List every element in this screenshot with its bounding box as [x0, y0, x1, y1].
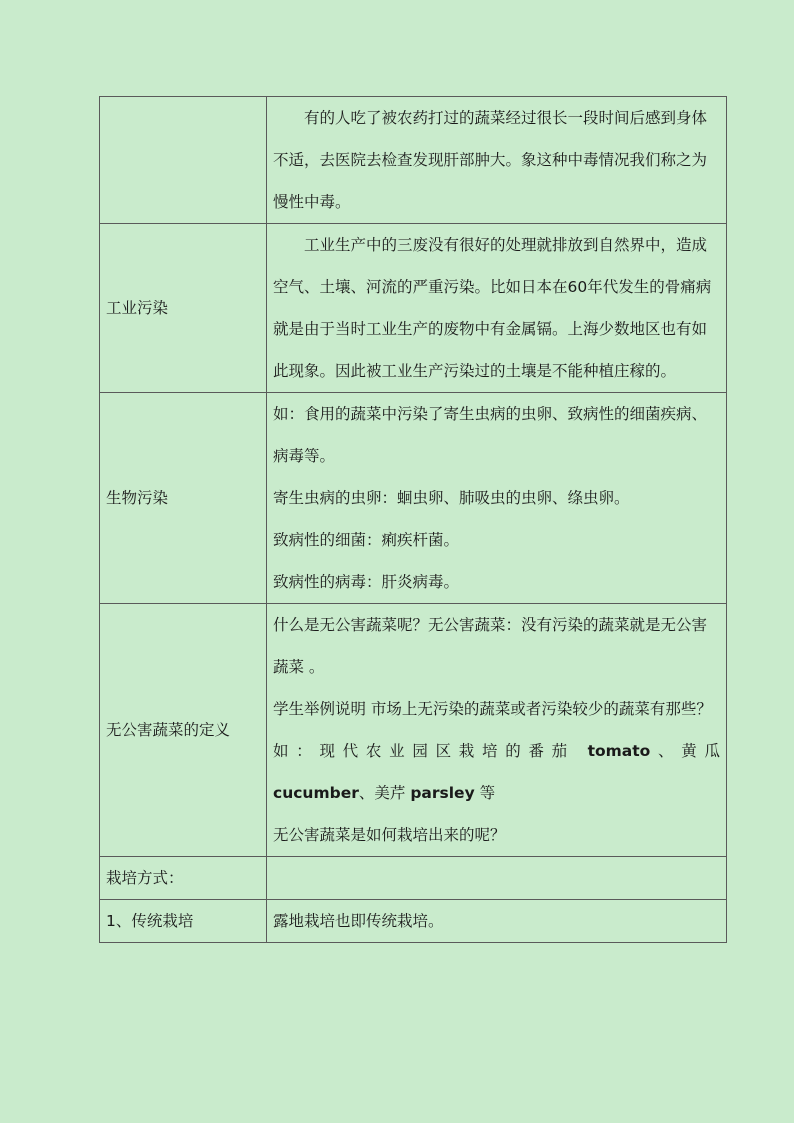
- paragraph: 露地栽培也即传统栽培。: [273, 912, 444, 930]
- row-label: [100, 97, 267, 224]
- english-word: parsley: [410, 784, 475, 802]
- english-word: tomato: [587, 742, 651, 760]
- paragraph: 工业生产中的三废没有很好的处理就排放到自然界中，造成空气、土壤、河流的严重污染。比如日本在60年代发生的骨痛病就是由于当时工业生产的废物中有金属镉。上海少数地区也有如此现象。因此被工业生产污染过的土壤是不能种植庄稼的。: [273, 236, 712, 380]
- row-label: 1、传统栽培: [100, 900, 267, 943]
- table-row: [100, 857, 727, 900]
- paragraph: 寄生虫病的虫卵：蛔虫卵、肺吸虫的虫卵、绦虫卵。: [273, 489, 630, 507]
- example-line: [273, 730, 720, 772]
- row-label: 生物污染: [100, 393, 267, 604]
- paragraph: 什么是无公害蔬菜呢？无公害蔬菜：没有污染的蔬菜就是无公害蔬菜 。: [273, 616, 708, 676]
- paragraph: 无公害蔬菜是如何栽培出来的呢？: [273, 826, 506, 844]
- row-body: [267, 900, 727, 943]
- example-end: 等: [479, 784, 496, 802]
- example-line: [273, 772, 720, 814]
- paragraph: 如：食用的蔬菜中污染了寄生虫病的虫卵、致病性的细菌疾病、病毒等。: [273, 405, 708, 465]
- table-row: [100, 97, 727, 224]
- example-mid: 、美芹: [358, 784, 406, 802]
- table-row: [100, 604, 727, 857]
- paragraph: 学生举例说明 市场上无污染的蔬菜或者污染较少的蔬菜有那些？: [273, 700, 712, 718]
- row-body: [267, 604, 727, 857]
- paragraph: 有的人吃了被农药打过的蔬菜经过很长一段时间后感到身体不适，去医院去检查发现肝部肿大。象这种中毒情况我们称之为慢性中毒。: [273, 109, 708, 211]
- content-table: [99, 96, 727, 943]
- table-row: [100, 393, 727, 604]
- example-prefix: 如：现代农业园区栽培的番茄: [273, 742, 575, 760]
- row-body: [267, 857, 727, 900]
- table-row: [100, 224, 727, 393]
- row-label: 工业污染: [100, 224, 267, 393]
- row-body: [267, 224, 727, 393]
- english-word: cucumber: [273, 784, 359, 802]
- row-body: [267, 393, 727, 604]
- row-label: 栽培方式：: [100, 857, 267, 900]
- row-label: 无公害蔬菜的定义: [100, 604, 267, 857]
- paragraph: 致病性的病毒：肝炎病毒。: [273, 573, 460, 591]
- example-suffix: 、黄瓜: [650, 742, 720, 760]
- row-body: [267, 97, 727, 224]
- table-row: [100, 900, 727, 943]
- paragraph: 致病性的细菌：痢疾杆菌。: [273, 531, 460, 549]
